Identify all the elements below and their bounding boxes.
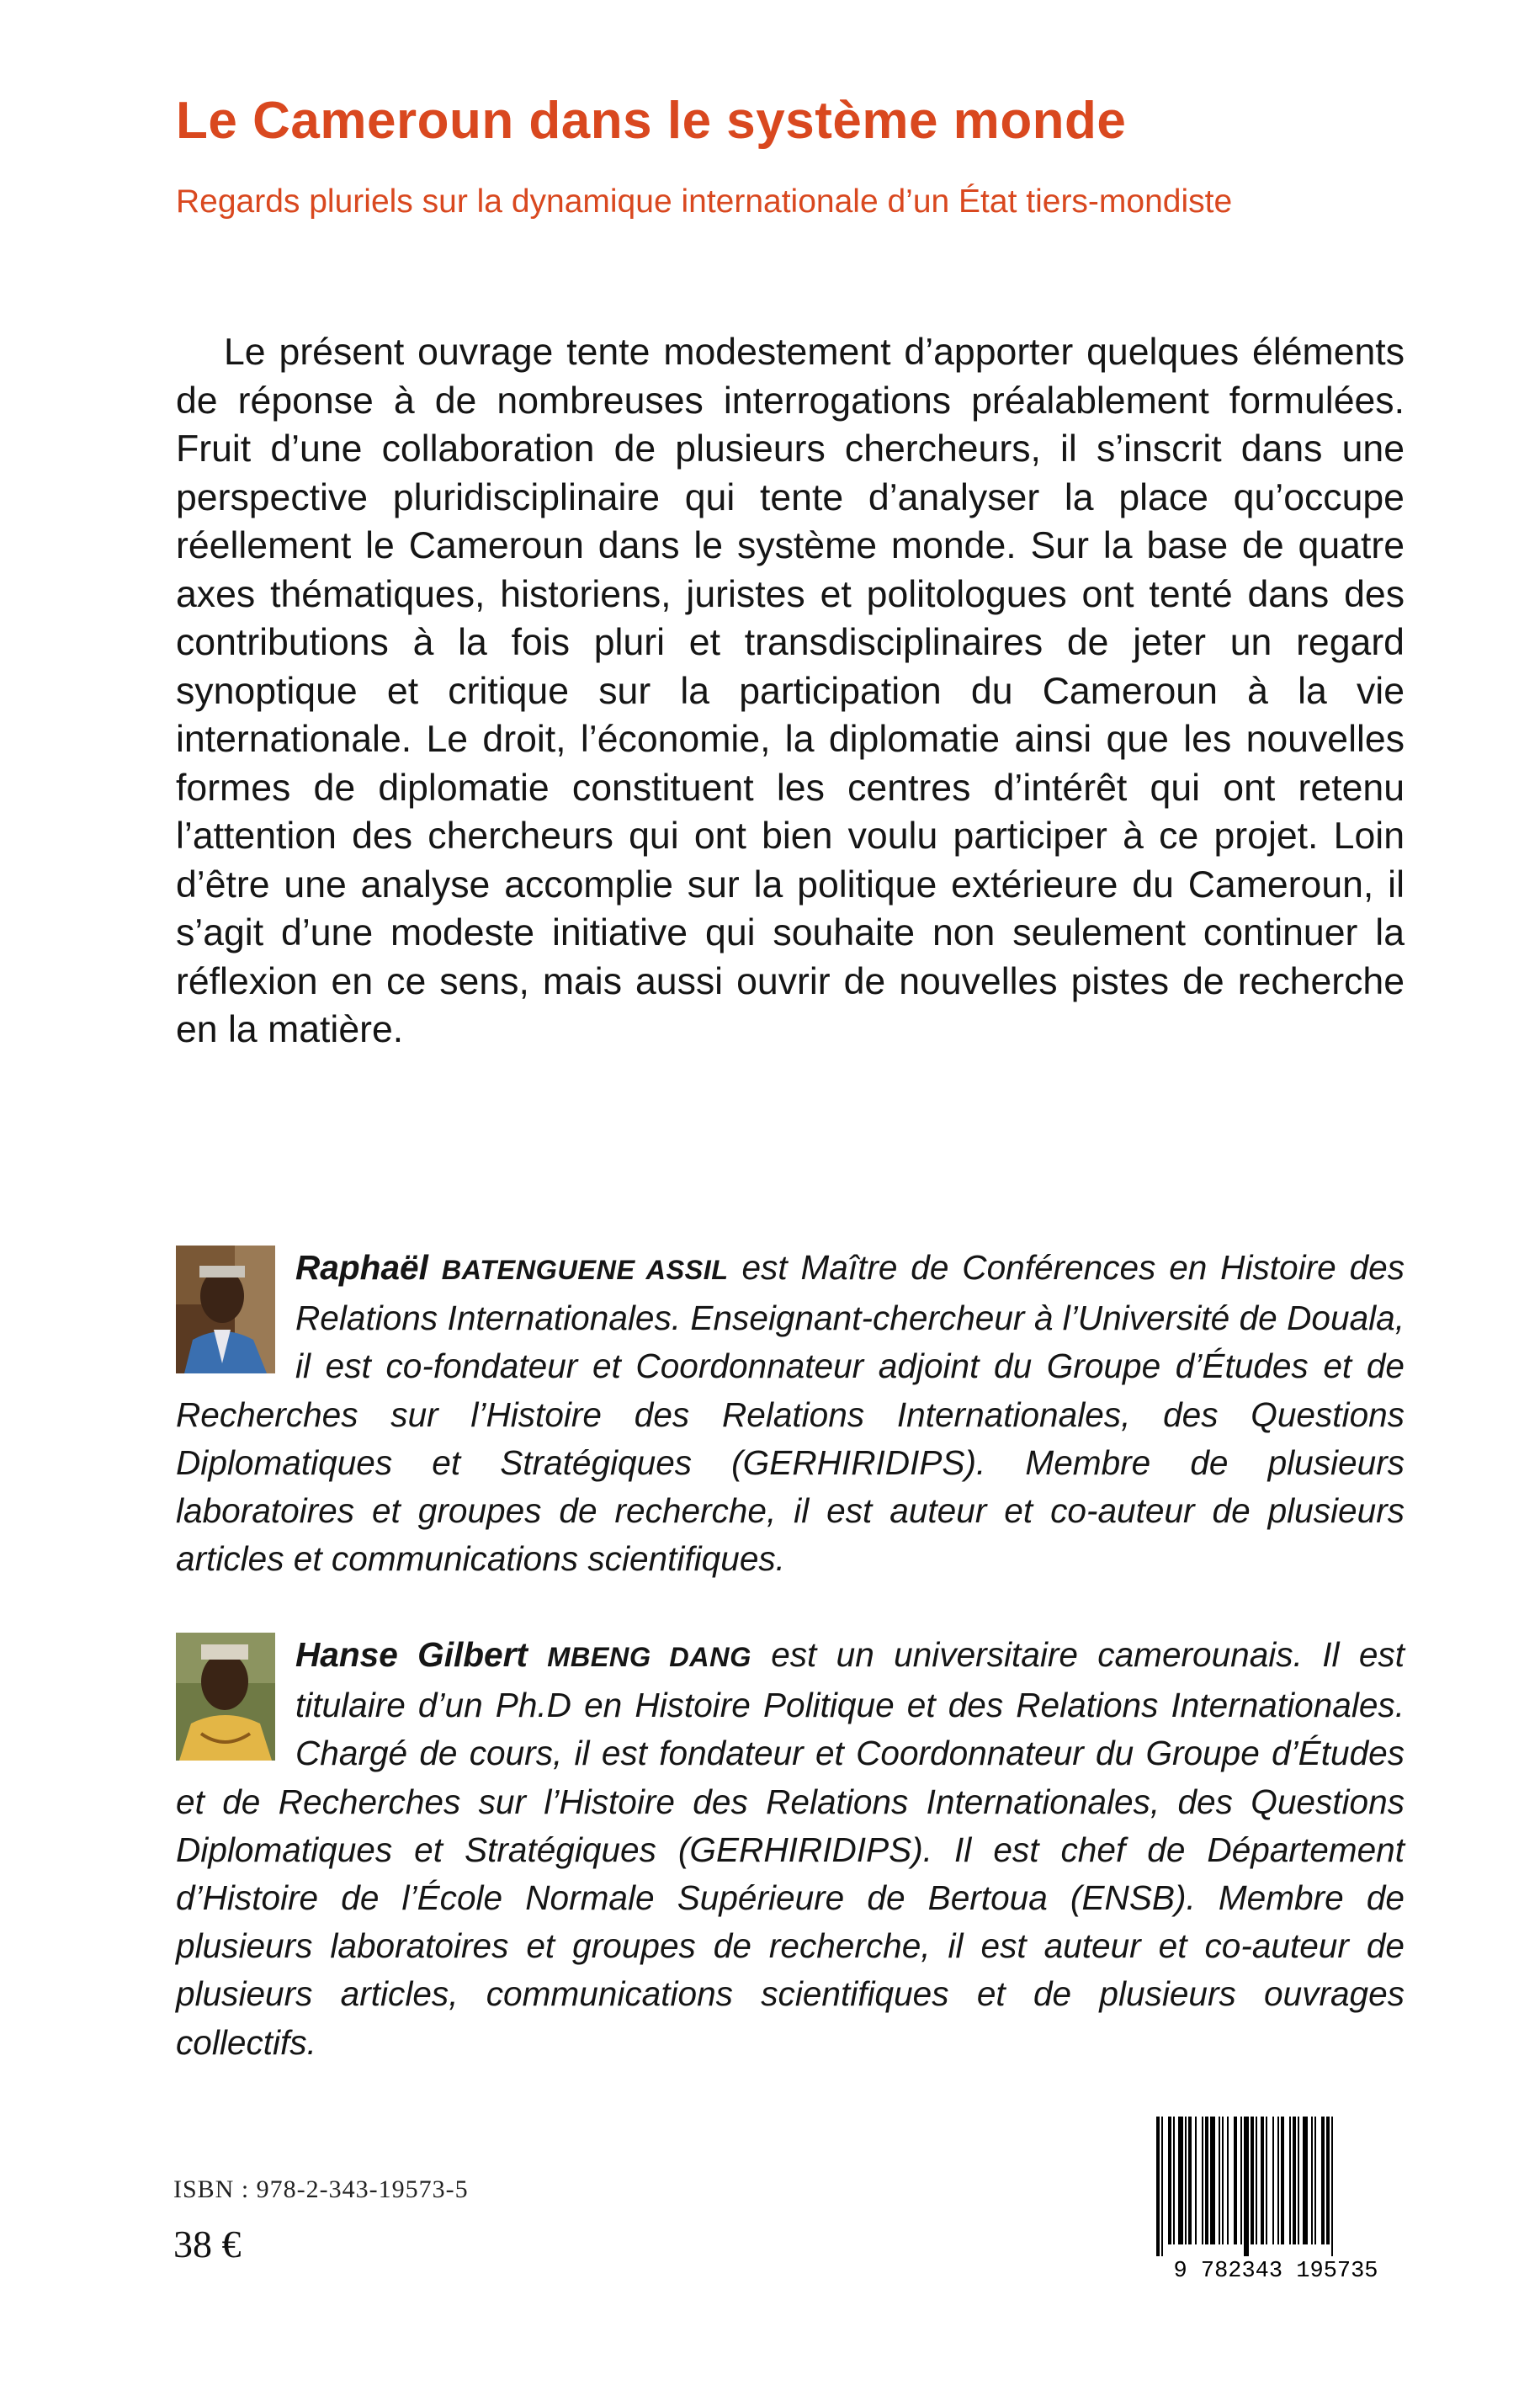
barcode-digits: 9 782343 195735 — [1173, 2259, 1378, 2281]
author-photo-2 — [176, 1633, 275, 1761]
barcode-bar — [1289, 2117, 1291, 2244]
barcode-bar — [1321, 2117, 1325, 2244]
barcode-bar — [1298, 2117, 1299, 2244]
book-title: Le Cameroun dans le système monde — [176, 92, 1127, 150]
barcode-bar — [1331, 2117, 1333, 2256]
barcode — [1144, 2113, 1407, 2281]
barcode-bar — [1202, 2117, 1203, 2244]
barcode-bar — [1281, 2117, 1284, 2244]
barcode-bar — [1185, 2117, 1187, 2244]
barcode-bar — [1326, 2117, 1330, 2244]
barcode-bar — [1256, 2117, 1257, 2244]
author-bio-2 — [176, 1631, 1405, 2067]
barcode-bar — [1261, 2117, 1264, 2244]
barcode-bar — [1219, 2117, 1220, 2244]
barcode-bar — [1266, 2117, 1267, 2244]
barcode-bar — [1303, 2117, 1308, 2244]
author-photo-1 — [176, 1246, 275, 1373]
barcode-bar — [1188, 2117, 1192, 2244]
book-subtitle: Regards pluriels sur la dynamique internationale d’un État tiers-mondiste — [176, 183, 1233, 220]
author-first-name-1: Raphaël — [295, 1248, 428, 1287]
barcode-bar — [1173, 2117, 1175, 2244]
barcode-bar — [1210, 2117, 1215, 2244]
barcode-bar — [1240, 2117, 1242, 2244]
price: 38 € — [173, 2223, 242, 2265]
barcode-bar — [1168, 2117, 1171, 2244]
author-last-name-1: BATENGUENE ASSIL — [441, 1255, 729, 1285]
barcode-bar — [1156, 2117, 1160, 2256]
barcode-bar — [1205, 2117, 1208, 2244]
barcode-bar — [1244, 2117, 1249, 2256]
isbn: ISBN : 978-2-343-19573-5 — [173, 2175, 469, 2203]
barcode-bar — [1293, 2117, 1296, 2244]
author-bio-text-1: est Maître de Conférences en Histoire des Relations Internationales. Enseignant-chercheur à l’Université de Douala, il est co-fondateur et Coordonnateur adjoint du Groupe d’Études et de Recherches sur l’Histoire des Relations Internationales, des Questions Diplomatiques et Stratégiques (GERHIRIDIPS). Membre de plusieurs laboratoires et groupes de recherche, il est auteur et co-auteur de plusieurs articles et communications scientifiques. — [176, 1248, 1405, 1579]
author-bio-1 — [176, 1244, 1405, 1583]
barcode-bar — [1195, 2117, 1197, 2244]
barcode-bar — [1272, 2117, 1274, 2244]
barcode-bar — [1234, 2117, 1237, 2244]
barcode-bar — [1314, 2117, 1316, 2244]
barcode-bar — [1227, 2117, 1229, 2244]
barcode-bar — [1311, 2117, 1313, 2244]
barcode-bar — [1222, 2117, 1224, 2244]
author-first-name-2: Hanse Gilbert — [295, 1635, 528, 1674]
barcode-bar — [1277, 2117, 1279, 2244]
barcode-bar — [1178, 2117, 1183, 2244]
author-last-name-2: MBENG DANG — [547, 1642, 751, 1672]
book-summary: Le présent ouvrage tente modestement d’apporter quelques éléments de réponse à de nombreuses interrogations préalablement formulées. Fruit d’une collaboration de plusieurs chercheurs, il s’inscrit dans une perspective pluridisciplinaire qui tente d’analyser la place qu’occupe réellement le Cameroun dans le système monde. Sur la base de quatre axes thématiques, historiens, juristes et politologues ont tenté dans des contributions à la fois pluri et transdisciplinaires de jeter un regard synoptique et critique sur la participation du Cameroun à la vie internationale. Le droit, l’économie, la diplomatie ainsi que les nouvelles formes de diplomatie constituent les centres d’intérêt qui ont retenu l’attention des chercheurs qui ont bien voulu participer à ce projet. Loin d’être une analyse accomplie sur la politique extérieure du Cameroun, il s’agit d’une modeste initiative qui souhaite non seulement continuer la réflexion en ce sens, mais aussi ouvrir de nouvelles pistes de recherche en la matière. — [176, 332, 1405, 1050]
barcode-bar — [1251, 2117, 1254, 2244]
barcode-bar — [1161, 2117, 1163, 2256]
author-bio-text-2: est un universitaire camerounais. Il est titulaire d’un Ph.D en Histoire Politique et des Relations Internationales. Chargé de cours, il est fondateur et Coordonnateur du Groupe d’Études et de Recherches sur l’Histoire des Relations Internationales, des Questions Diplomatiques et Stratégiques (GERHIRIDIPS). Il est chef de Département d’Histoire de l’École Normale Supérieure de Bertoua (ENSB). Membre de plusieurs laboratoires et groupes de recherche, il est auteur et co-auteur de plusieurs articles, communications scientifiques et de plusieurs ouvrages collectifs. — [176, 1635, 1405, 2062]
